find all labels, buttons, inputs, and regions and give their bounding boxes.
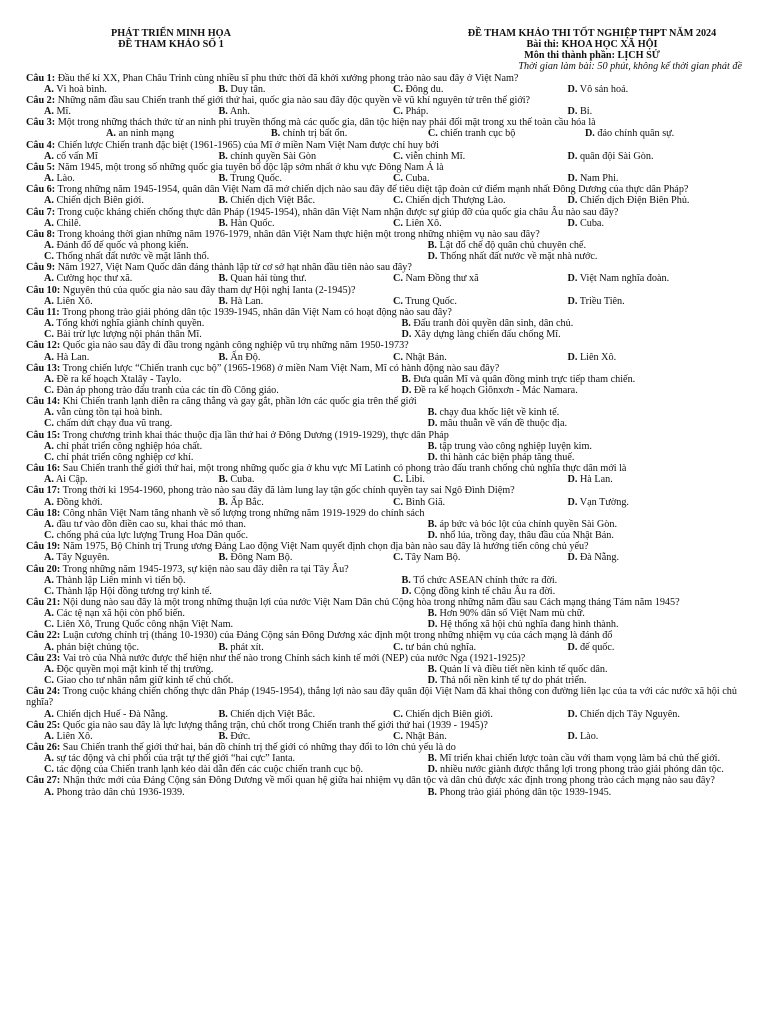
answer-option: B. phát xít.: [218, 641, 264, 653]
question-text: Năm 1975, Bộ Chính trị Trung ương Đảng Lao động Việt Nam quyết định chọn địa bàn nào sau đây là hướng tiến công chủ yếu?: [62, 541, 589, 553]
question-stem: [26, 564, 742, 575]
answer-option: D. Chiến dịch Tây Nguyên.: [567, 708, 680, 720]
answer-option: D. thi hành các biện pháp tăng thuế.: [427, 451, 575, 463]
question-number: Câu 20:: [26, 563, 61, 575]
answer-option: D. Hệ thống xã hội chủ nghĩa đang hình thành.: [427, 619, 619, 631]
question-text: Trong những năm 1945-1973, sự kiện nào sau đây diễn ra tại Tây Âu?: [62, 563, 349, 575]
question: [26, 541, 742, 563]
answer-option: D. Nam Phi.: [567, 173, 619, 185]
question-stem: [26, 117, 742, 128]
answer-options: [26, 195, 742, 206]
question-text: Nội dung nào sau đây là một trong những thuận lợi của nước Việt Nam Dân chủ Cộng hòa trong những năm đầu sau Cách mạng tháng Tám năm 1945?: [62, 596, 680, 608]
answer-option: A. Liên Xô.: [44, 730, 93, 742]
question: [26, 140, 742, 162]
answer-option: A. Tổng khởi nghĩa giành chính quyền.: [44, 318, 205, 330]
answer-options: [26, 787, 742, 798]
question-number: Câu 10:: [26, 284, 61, 296]
question-stem: [26, 720, 742, 731]
question-text: Năm 1945, một trong số những quốc gia tuyên bố độc lập sớm nhất ở khu vực Đông Nam Á là: [57, 161, 444, 173]
question-text: Sau Chiến tranh thế giới thứ hai, bản đồ chính trị thế giới có những thay đổi to lớn chủ yếu là do: [62, 742, 456, 753]
question-stem: [26, 396, 742, 407]
question-text: Vai trò của Nhà nước được thể hiện như thế nào trong Chính sách kinh tế mới (NEP) của nước Nga (1921-1925)?: [62, 652, 526, 664]
question-number: Câu 6:: [26, 184, 56, 196]
answer-options: [26, 407, 742, 429]
question-text: Trong phong trào giải phóng dân tộc 1939-1945, nhân dân Việt Nam có hoạt động nào sau đây?: [62, 306, 452, 318]
answer-option: C. Bình Giã.: [393, 496, 446, 508]
answer-option: C. Đàn áp phong trào đấu tranh của các tín đồ Công giáo.: [44, 385, 279, 396]
question: [26, 117, 742, 139]
answer-option: B. Tổ chức ASEAN chính thức ra đời.: [401, 574, 558, 586]
question-stem: [26, 262, 742, 273]
question-stem: [26, 95, 742, 106]
answer-option: C. Chiến dịch Biên giới.: [393, 708, 493, 720]
answer-options: [26, 84, 742, 95]
exam-header: [26, 28, 742, 73]
question-text: Trong cuộc kháng chiến chống thực dân Pháp (1945-1954), thắng lợi nào sau đây quân đội Việt Nam đã khai thông con đường liên lạc của ta với các nước xã hội chủ nghĩa?: [26, 686, 737, 709]
answer-option: B. Đông Nam Bộ.: [218, 552, 293, 564]
answer-option: D. nhiều nước giành được thắng lợi trong phong trào giải phóng dân tộc.: [427, 764, 724, 776]
question-number: Câu 23:: [26, 652, 61, 664]
answer-option: B. chính trị bất ổn.: [270, 128, 348, 140]
answer-option: A. Ai Cập.: [44, 474, 88, 486]
question-text: Đầu thế kỉ XX, Phan Châu Trinh cùng nhiều sĩ phu thức thời đã khởi xướng phong trào nào sau đây ở Việt Nam?: [57, 72, 519, 84]
question-stem: [26, 340, 742, 351]
answer-option: A. an ninh mạng: [106, 128, 174, 140]
answer-options: [26, 296, 742, 307]
answer-option: D. Xây dựng làng chiến đấu chống Mĩ.: [401, 329, 561, 341]
answer-option: B. tập trung vào công nghiệp luyện kim.: [427, 440, 592, 452]
answer-option: B. Duy tân.: [218, 83, 266, 95]
question-stem: [26, 162, 742, 173]
answer-option: B. Lật đổ chế độ quân chủ chuyên chế.: [427, 239, 586, 251]
answer-option: C. Nhật Bản.: [393, 730, 447, 742]
answer-option: C. Pháp.: [393, 106, 429, 118]
answer-option: B. Đức.: [218, 730, 251, 742]
answer-options: [26, 151, 742, 162]
question-number: Câu 7:: [26, 206, 56, 218]
question-number: Câu 11:: [26, 306, 60, 318]
answer-option: C. Cuba.: [393, 173, 430, 185]
question-number: Câu 19:: [26, 541, 61, 553]
question-text: Những năm đầu sau Chiến tranh thế giới thứ hai, quốc gia nào sau đây độc quyền về vũ khí nguyên tử trên thế giới?: [57, 94, 531, 106]
question-number: Câu 25:: [26, 719, 61, 731]
answer-option: B. Ấp Bắc.: [218, 496, 264, 508]
answer-options: [26, 441, 742, 463]
answer-option: C. Giao cho tư nhân nắm giữ kinh tế chủ chốt.: [44, 675, 234, 687]
answer-options: [26, 519, 742, 541]
question: [26, 396, 742, 429]
answer-options: [26, 273, 742, 284]
answer-option: C. chiến tranh cục bộ: [427, 128, 516, 140]
question-text: Chiến lược Chiến tranh đặc biệt (1961-1965) của Mĩ ở miền Nam Việt Nam được chỉ huy bởi: [57, 139, 439, 151]
question: [26, 262, 742, 284]
question-number: Câu 17:: [26, 485, 61, 497]
answer-option: B. Hơn 90% dân số Việt Nam mù chữ.: [427, 608, 585, 620]
question: [26, 564, 742, 597]
question-text: Trong những năm 1945-1954, quân dân Việt Nam đã mở chiến dịch nào sau đây để tiêu diệt tập đoàn cứ điểm mạnh nhất Đông Dương của thực dân Pháp?: [57, 184, 689, 196]
question: [26, 162, 742, 184]
question-number: Câu 2:: [26, 94, 56, 106]
answer-option: D. Chiến dịch Điện Biên Phủ.: [567, 195, 690, 207]
answer-option: D. Vô sản hoá.: [567, 83, 629, 95]
question: [26, 508, 742, 541]
answer-option: B. Cuba.: [218, 474, 255, 486]
question-text: Quốc gia nào sau đây đi đầu trong ngành công nghiệp vũ trụ những năm 1950-1973?: [62, 340, 409, 352]
question: [26, 630, 742, 652]
answer-option: C. tư bản chủ nghĩa.: [393, 641, 477, 653]
question-number: Câu 8:: [26, 228, 56, 240]
answer-option: B. Trung Quốc.: [218, 173, 282, 185]
answer-option: D. quân đội Sài Gòn.: [567, 150, 654, 162]
question-stem: [26, 485, 742, 496]
question-stem: [26, 285, 742, 296]
question: [26, 742, 742, 775]
answer-option: B. chạy đua khốc liệt về kinh tế.: [427, 407, 560, 419]
question-stem: [26, 73, 742, 84]
question-number: Câu 5:: [26, 161, 56, 173]
question-number: Câu 22:: [26, 630, 61, 642]
answer-option: D. Triều Tiên.: [567, 295, 625, 307]
exam-subject: Bài thi: KHOA HỌC XÃ HỘI: [526, 39, 658, 51]
answer-option: A. Độc quyền mọi mặt kinh tế thị trường.: [44, 663, 214, 675]
exam-number: ĐỀ THAM KHẢO SỐ 1: [118, 39, 224, 51]
answer-option: B. Đưa quân Mĩ và quân đồng minh trực tiếp tham chiến.: [401, 373, 636, 385]
answer-options: [26, 173, 742, 184]
answer-option: A. Chiến dịch Biên giới.: [44, 195, 144, 207]
answer-option: D. Liên Xô.: [567, 351, 617, 363]
question-number: Câu 16:: [26, 463, 61, 475]
answer-option: D. Việt Nam nghĩa đoàn.: [567, 273, 670, 285]
answer-options: [26, 352, 742, 363]
question: [26, 363, 742, 396]
answer-option: A. Đánh đổ đế quốc và phong kiến.: [44, 239, 189, 251]
answer-option: B. Chiến dịch Việt Bắc.: [218, 195, 316, 207]
question: [26, 485, 742, 507]
answer-options: [26, 731, 742, 742]
question-number: Câu 18:: [26, 507, 61, 519]
question: [26, 340, 742, 362]
question-text: Sau Chiến tranh thế giới thứ hai, một trong những quốc gia ở khu vực Mĩ Latinh có phong trào đấu tranh chống chủ nghĩa thực dân mới là: [62, 463, 627, 475]
header-left: [26, 28, 286, 73]
question: [26, 73, 742, 95]
answer-option: A. Cường học thư xã.: [44, 273, 133, 285]
question-number: Câu 4:: [26, 139, 56, 151]
org-title: PHÁT TRIỂN MINH HỌA: [111, 28, 231, 39]
answer-option: D. Bỉ.: [567, 106, 593, 118]
question-text: Trong thời kì 1954-1960, phong trào nào sau đây đã làm lung lay tận gốc chính quyền tay sai Ngô Đình Diệm?: [62, 485, 515, 497]
question-text: Trong khoảng thời gian những năm 1976-1979, nhân dân Việt Nam thực hiện một trong những nhiệm vụ nào sau đây?: [57, 228, 540, 240]
question: [26, 463, 742, 485]
header-right: [442, 28, 742, 73]
answer-option: B. Mĩ triển khai chiến lược toàn cầu với tham vọng làm bá chủ thế giới.: [427, 753, 721, 765]
answer-option: B. chính quyền Sài Gòn: [218, 150, 317, 162]
answer-option: C. Nhật Bản.: [393, 351, 447, 363]
answer-option: D. Đề ra kế hoạch Giônxơn - Mác Namara.: [401, 385, 578, 396]
question-stem: [26, 463, 742, 474]
answer-option: D. Cuba.: [567, 217, 605, 229]
answer-option: D. đảo chính quân sự.: [584, 128, 675, 140]
question-text: Năm 1927, Việt Nam Quốc dân đảng thành lập từ cơ sở hạt nhân đầu tiên nào sau đây?: [57, 262, 412, 274]
answer-option: D. Thống nhất đất nước về mặt nhà nước.: [427, 251, 598, 263]
question-number: Câu 26:: [26, 742, 61, 753]
answer-option: D. Đà Nẵng.: [567, 552, 619, 564]
answer-option: A. Vì hoà bình.: [44, 83, 107, 95]
answer-option: A. Đồng khởi.: [44, 496, 103, 508]
answer-option: A. phản biệt chủng tộc.: [44, 641, 140, 653]
question-number: Câu 13:: [26, 362, 61, 374]
answer-option: C. chống phá của lực lượng Trung Hoa Dân quốc.: [44, 530, 249, 542]
question-text: Nguyên thủ của quốc gia nào sau đây tham dự Hội nghị Ianta (2-1945)?: [62, 284, 356, 296]
answer-option: B. Quan hải tùng thư.: [218, 273, 307, 285]
answer-options: [26, 608, 742, 630]
answer-options: [26, 128, 742, 139]
answer-option: B. Hà Lan.: [218, 295, 264, 307]
question-stem: [26, 541, 742, 552]
answer-option: B. Hàn Quốc.: [218, 217, 275, 229]
answer-options: [26, 575, 742, 597]
question: [26, 720, 742, 742]
answer-option: B. Chiến dịch Việt Bắc.: [218, 708, 316, 720]
question-number: Câu 12:: [26, 340, 61, 352]
answer-option: A. Chilê.: [44, 217, 82, 229]
answer-option: D. đế quốc.: [567, 641, 615, 653]
answer-option: C. Thống nhất đất nước về mặt lãnh thổ.: [44, 251, 210, 263]
question-stem: [26, 653, 742, 664]
answer-options: [26, 218, 742, 229]
answer-option: C. Bài trừ lực lượng nội phản thân Mĩ.: [44, 329, 202, 341]
answer-option: D. mâu thuẫn về vấn đề thuộc địa.: [427, 418, 568, 430]
answer-option: A. cố vấn Mĩ: [44, 150, 98, 162]
answer-option: A. Phong trào dân chủ 1936-1939.: [44, 786, 185, 798]
question-stem: [26, 597, 742, 608]
answer-options: [26, 240, 742, 262]
question-text: Trong cuộc kháng chiến chống thực dân Pháp (1945-1954), nhân dân Việt Nam nhận được sự giúp đỡ của quốc gia châu Âu nào sau đây?: [57, 206, 619, 218]
question-text: Trong chiến lược “Chiến tranh cục bộ” (1965-1968) ở miền Nam Việt Nam, Mĩ có hành động nào sau đây?: [62, 362, 500, 374]
answer-option: D. Cộng đồng kinh tế châu Âu ra đời.: [401, 585, 556, 597]
question: [26, 229, 742, 262]
answer-option: C. Nam Đồng thư xã: [393, 273, 479, 285]
question-stem: [26, 430, 742, 441]
answer-option: A. vẫn cùng tồn tại hoà bình.: [44, 407, 163, 419]
answer-option: C. Chiến dịch Thượng Lào.: [393, 195, 506, 207]
question-number: Câu 27:: [26, 775, 61, 787]
answer-option: A. Chiến dịch Huế - Đà Nẵng.: [44, 708, 168, 720]
question-number: Câu 15:: [26, 429, 61, 441]
question: [26, 775, 742, 797]
answer-option: A. Các tệ nạn xã hội còn phổ biến.: [44, 608, 185, 620]
exam-component: Môn thi thành phần: LỊCH SỬ: [524, 50, 660, 62]
answer-option: A. Tây Nguyên.: [44, 552, 110, 564]
question: [26, 184, 742, 206]
question-stem: [26, 775, 742, 786]
question-stem: [26, 184, 742, 195]
question-stem: [26, 686, 742, 708]
question: [26, 653, 742, 686]
answer-option: D. Vạn Tường.: [567, 496, 629, 508]
question-text: Luận cương chính trị (tháng 10-1930) của Đảng Cộng sản Đông Dương xác định một trong những nhiệm vụ của cách mạng là đánh đổ: [62, 630, 613, 642]
answer-option: B. áp bức và bóc lột của chính quyền Sài Gòn.: [427, 518, 617, 530]
answer-option: A. chỉ phát triển công nghiệp hóa chất.: [44, 440, 203, 452]
answer-option: B. Quản lí và điều tiết nền kinh tế quốc dân.: [427, 663, 608, 675]
answer-option: C. Trung Quốc.: [393, 295, 457, 307]
answer-options: [26, 753, 742, 775]
question: [26, 95, 742, 117]
answer-option: C. viễn chinh Mĩ.: [393, 150, 466, 162]
answer-option: B. Phong trào giải phóng dân tộc 1939-1945.: [427, 786, 612, 798]
answer-option: A. Liên Xô.: [44, 295, 93, 307]
question-list: [26, 73, 742, 798]
answer-option: A. đầu tư vào đồn điền cao su, khai thác mỏ than.: [44, 518, 246, 530]
answer-option: C. Liên Xô.: [393, 217, 442, 229]
answer-option: C. Thành lập Hội đồng tương trợ kinh tế.: [44, 585, 212, 597]
answer-option: D. Thả nổi nền kinh tế tự do phát triển.: [427, 675, 587, 687]
question-number: Câu 24:: [26, 686, 61, 698]
question-stem: [26, 229, 742, 240]
question-text: Khi Chiến tranh lạnh diễn ra căng thẳng và gay gắt, phần lớn các quốc gia trên thế giới: [62, 396, 417, 408]
answer-options: [26, 318, 742, 340]
question-number: Câu 3:: [26, 117, 56, 129]
question-stem: [26, 508, 742, 519]
question-text: Một trong những thách thức từ an ninh phi truyền thống mà các quốc gia, dân tộc hiện nay phải đối mặt trong xu thế toàn cầu hóa là: [57, 117, 596, 129]
answer-option: C. Liên Xô, Trung Quốc công nhận Việt Nam.: [44, 619, 234, 631]
question: [26, 307, 742, 340]
answer-option: C. Đông du.: [393, 83, 444, 95]
question-number: Câu 9:: [26, 262, 56, 274]
answer-options: [26, 664, 742, 686]
answer-options: [26, 709, 742, 720]
answer-option: C. Tây Nam Bộ.: [393, 552, 461, 564]
answer-option: A. Lào.: [44, 173, 75, 185]
answer-options: [26, 374, 742, 396]
answer-options: [26, 642, 742, 653]
question-stem: [26, 363, 742, 374]
question-text: Nhận thức mới của Đảng Cộng sản Đông Dương về mối quan hệ giữa hai nhiệm vụ dân tộc và dân chủ được xác định trong phong trào cách mạng nào sau đây?: [62, 775, 715, 787]
question-text: Quốc gia nào sau đây là lực lượng thắng trận, chủ chốt trong Chiến tranh thế giới thứ hai (1939 - 1945)?: [62, 719, 488, 731]
question: [26, 207, 742, 229]
answer-option: C. Libi.: [393, 474, 425, 486]
answer-option: D. nhổ lúa, trồng đay, thâu đầu của Nhật Bản.: [427, 530, 614, 542]
answer-option: B. Anh.: [218, 106, 250, 118]
answer-option: D. Hà Lan.: [567, 474, 613, 486]
question-number: Câu 1:: [26, 72, 56, 84]
question: [26, 597, 742, 630]
exam-title: ĐỀ THAM KHẢO THI TỐT NGHIỆP THPT NĂM 2024: [467, 28, 717, 39]
question-stem: [26, 630, 742, 641]
answer-options: [26, 497, 742, 508]
question: [26, 686, 742, 719]
answer-options: [26, 552, 742, 563]
answer-options: [26, 474, 742, 485]
answer-option: A. Đề ra kế hoạch Xtalây - Taylo.: [44, 373, 182, 385]
answer-option: A. Hà Lan.: [44, 351, 90, 363]
answer-option: A. Mĩ.: [44, 106, 71, 118]
question-stem: [26, 307, 742, 318]
question: [26, 430, 742, 463]
answer-options: [26, 106, 742, 117]
answer-option: B. Ấn Độ.: [218, 351, 261, 363]
answer-option: C. tác động của Chiến tranh lạnh kéo dài dẫn đến các cuộc chiến tranh cục bộ.: [44, 764, 364, 776]
question-text: Trong chương trình khai thác thuộc địa lần thứ hai ở Đông Dương (1919-1929), thực dân Pháp: [62, 429, 449, 441]
answer-option: C. chấm dứt chạy đua vũ trang.: [44, 418, 173, 430]
answer-option: C. chỉ phát triển công nghiệp cơ khí.: [44, 451, 194, 463]
answer-option: A. sự tác động và chi phối của trật tự thế giới “hai cực” Ianta.: [44, 753, 296, 765]
answer-option: A. Thành lập Liên minh vì tiến bộ.: [44, 574, 186, 586]
question: [26, 285, 742, 307]
question-stem: [26, 742, 742, 753]
answer-option: B. Đấu tranh đòi quyền dân sinh, dân chủ.: [401, 318, 574, 330]
question-stem: [26, 207, 742, 218]
question-number: Câu 21:: [26, 596, 61, 608]
question-number: Câu 14:: [26, 396, 61, 408]
question-text: Công nhân Việt Nam tăng nhanh về số lượng trong những năm 1919-1929 do chính sách: [62, 507, 425, 519]
answer-option: D. Lào.: [567, 730, 599, 742]
question-stem: [26, 140, 742, 151]
exam-time: Thời gian làm bài: 50 phút, không kể thời gian phát đề: [518, 61, 742, 73]
